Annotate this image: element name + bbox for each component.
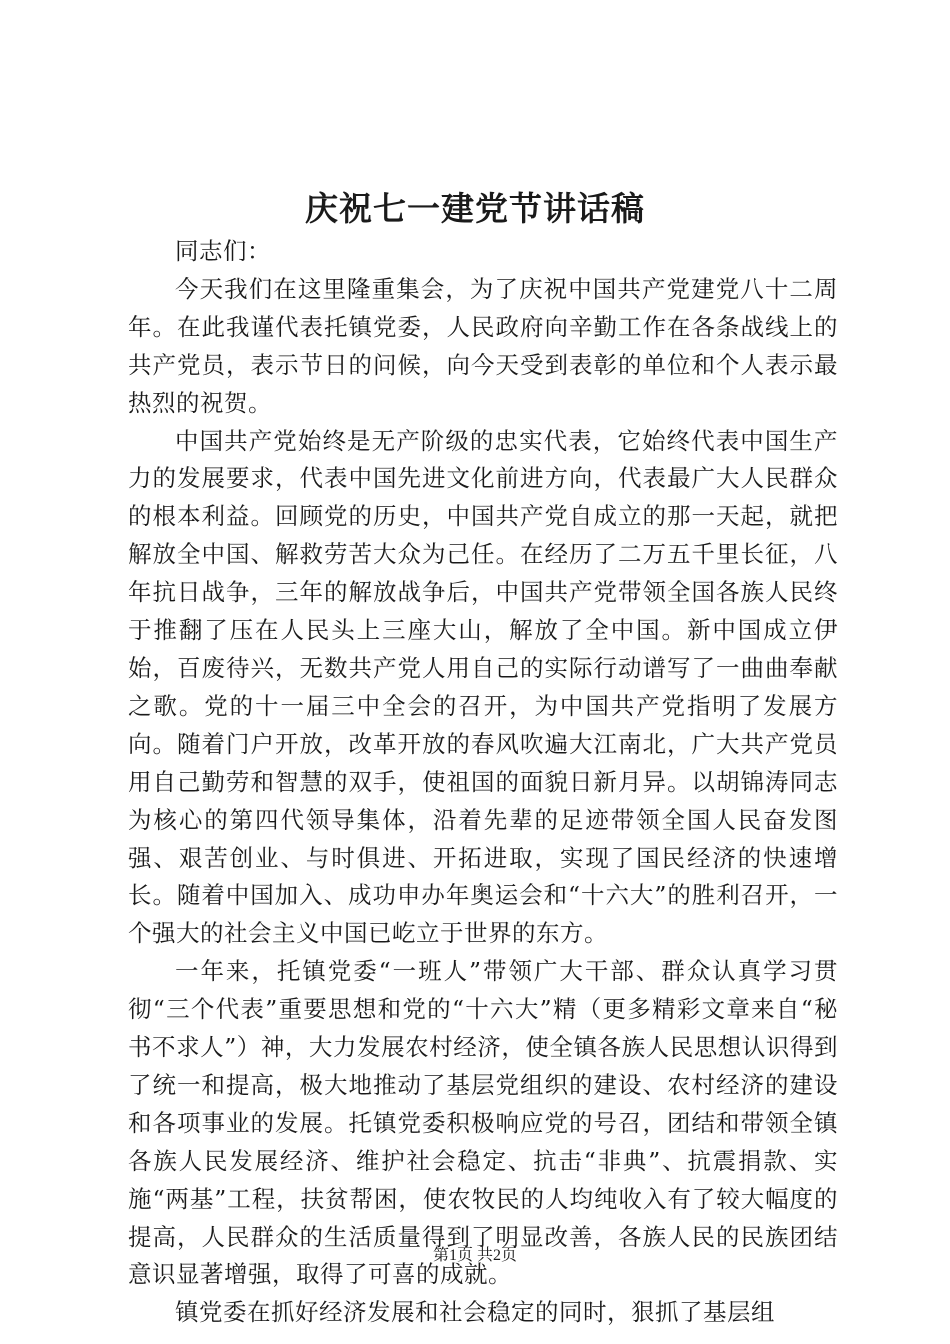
body-paragraph-3: 一年来，托镇党委“一班人”带领广大干部、群众认真学习贯彻“三个代表”重要思想和党的“十六大”精（更多精彩文章来自“秘书不求人”）神，大力发展农村经济，使全镇各族人民思想认识得到了统一和提高，极大地推动了基层党组织的建设、农村经济的建设和各项事业的发展。托镇党委积极响应党的号召，团结和带领全镇各族人民发展经济、维护社会稳定、抗击“非典”、抗震捐款、实施“两基”工程，扶贫帮困，使农牧民的人均纯收入有了较大幅度的提高，人民群众的生活质量得到了明显改善，各族人民的民族团结意识显著增强，取得了可喜的成就。 — [128, 957, 838, 1289]
body-paragraph-4: 镇党委在抓好经济发展和社会稳定的同时，狠抓了基层组 — [175, 1298, 775, 1327]
body-paragraph-1: 今天我们在这里隆重集会，为了庆祝中国共产党建党八十二周年。在此我谨代表托镇党委，人民政府向辛勤工作在各条战线上的共产党员，表示节日的问候，向今天受到表彰的单位和个人表示最热烈的祝贺。 — [128, 274, 838, 417]
body-paragraph-2: 中国共产党始终是无产阶级的忠实代表，它始终代表中国生产力的发展要求，代表中国先进文化前进方向，代表最广大人民群众的根本利益。回顾党的历史，中国共产党自成立的那一天起，就把解放全中国、解救劳苦大众为己任。在经历了二万五千里长征，八年抗日战争，三年的解放战争后，中国共产党带领全国各族人民终于推翻了压在人民头上三座大山，解放了全中国。新中国成立伊始，百废待兴，无数共产党人用自己的实际行动谱写了一曲曲奉献之歌。党的十一届三中全会的召开，为中国共产党指明了发展方向。随着门户开放，改革开放的春风吹遍大江南北，广大共产党员用自己勤劳和智慧的双手，使祖国的面貌日新月异。以胡锦涛同志为核心的第四代领导集体，沿着先辈的足迹带领全国人民奋发图强、艰苦创业、与时俱进、开拓进取，实现了国民经济的快速增长。随着中国加入、成功申办年奥运会和“十六大”的胜利召开，一个强大的社会主义中国已屹立于世界的东方。 — [128, 426, 838, 948]
document-body — [128, 233, 838, 1332]
salutation-paragraph: 同志们： — [175, 237, 271, 265]
document-title: 庆祝七一建党节讲话稿 — [305, 189, 645, 228]
page-number-footer: 第1页 共2页 — [432, 1247, 517, 1264]
